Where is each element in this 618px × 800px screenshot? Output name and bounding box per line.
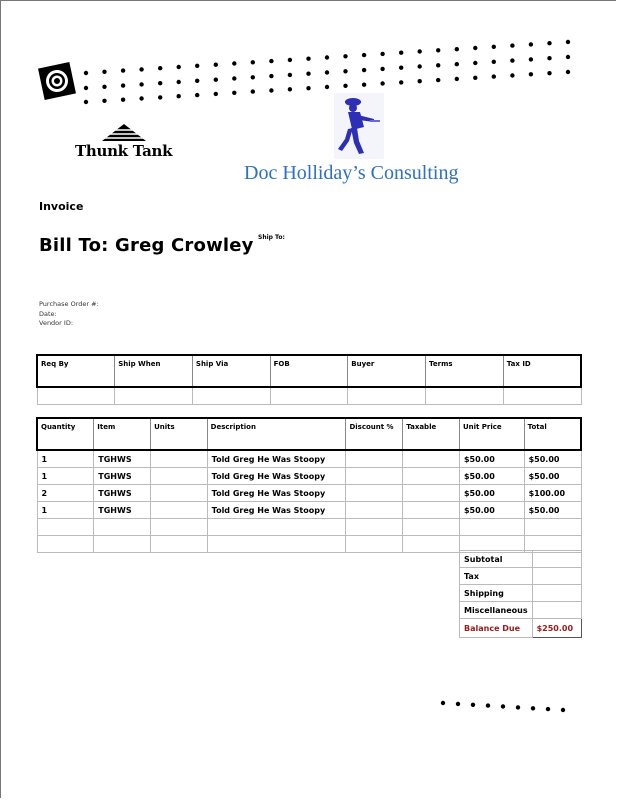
item-cell (94, 536, 151, 553)
discount-cell (346, 502, 403, 519)
col-ship-when: Ship When (115, 355, 193, 387)
quantity-cell: 1 (37, 450, 94, 468)
tax-label: Tax (460, 568, 533, 585)
col-req-by: Req By (37, 355, 115, 387)
taxable-cell (403, 502, 460, 519)
units-cell (151, 485, 208, 502)
description-cell: Told Greg He Was Stoopy (207, 468, 346, 485)
col-description: Description (207, 418, 346, 450)
line-items-table (36, 417, 582, 553)
summary-table (459, 550, 582, 638)
col-units: Units (151, 418, 208, 450)
quantity-cell: 2 (37, 485, 94, 502)
taxable-cell (403, 485, 460, 502)
subtotal-value (532, 551, 581, 568)
table-row (37, 450, 581, 468)
balance-due-label: Balance Due (460, 619, 533, 638)
terms-cell (426, 387, 504, 405)
bill-to: Bill To: Greg Crowley (39, 235, 254, 256)
quantity-cell (37, 536, 94, 553)
col-quantity: Quantity (37, 418, 94, 450)
unit-price-cell: $50.00 (459, 450, 524, 468)
table-row (37, 519, 581, 536)
total-cell: $50.00 (524, 502, 581, 519)
col-discount: Discount % (346, 418, 403, 450)
description-cell: Told Greg He Was Stoopy (207, 485, 346, 502)
company-name: Doc Holliday’s Consulting (244, 162, 459, 184)
shipping-value (532, 585, 581, 602)
ship-when-cell (115, 387, 193, 405)
discount-cell (346, 536, 403, 553)
figure-photo (334, 93, 384, 159)
units-cell (151, 502, 208, 519)
unit-price-cell (459, 519, 524, 536)
col-tax-id: Tax ID (503, 355, 581, 387)
total-cell: $100.00 (524, 485, 581, 502)
shipping-label: Shipping (460, 585, 533, 602)
quantity-cell (37, 519, 94, 536)
description-cell (207, 536, 346, 553)
ship-via-cell (192, 387, 270, 405)
total-cell: $50.00 (524, 468, 581, 485)
target-icon (38, 62, 76, 100)
document-type: Invoice (39, 200, 84, 213)
discount-cell (346, 485, 403, 502)
units-cell (151, 536, 208, 553)
table-row (37, 502, 581, 519)
item-cell: TGHWS (94, 485, 151, 502)
taxable-cell (403, 450, 460, 468)
line-items-header (37, 418, 581, 450)
discount-cell (346, 468, 403, 485)
misc-value (532, 602, 581, 619)
taxable-cell (403, 536, 460, 553)
misc-label: Miscellaneous (460, 602, 533, 619)
units-cell (151, 450, 208, 468)
req-by-cell (37, 387, 115, 405)
col-ship-via: Ship Via (192, 355, 270, 387)
units-cell (151, 468, 208, 485)
col-taxable: Taxable (403, 418, 460, 450)
col-terms: Terms (426, 355, 504, 387)
order-info-row (37, 387, 581, 405)
quantity-cell: 1 (37, 502, 94, 519)
thunk-tank-logo-text: Thunk Tank (75, 142, 173, 160)
total-cell (524, 519, 581, 536)
col-buyer: Buyer (348, 355, 426, 387)
ship-to-label: Ship To: (258, 234, 285, 241)
table-row (37, 468, 581, 485)
item-cell (94, 519, 151, 536)
col-unit-price: Unit Price (459, 418, 524, 450)
date-label: Date: (39, 309, 57, 318)
item-cell: TGHWS (94, 468, 151, 485)
taxable-cell (403, 468, 460, 485)
col-item: Item (94, 418, 151, 450)
tax-id-cell (503, 387, 581, 405)
table-row (37, 485, 581, 502)
tax-value (532, 568, 581, 585)
item-cell: TGHWS (94, 502, 151, 519)
invoice-meta (39, 300, 99, 329)
tax-row (460, 568, 582, 585)
discount-cell (346, 519, 403, 536)
total-cell: $50.00 (524, 450, 581, 468)
unit-price-cell: $50.00 (459, 468, 524, 485)
shipping-row (460, 585, 582, 602)
col-fob: FOB (270, 355, 348, 387)
subtotal-row (460, 551, 582, 568)
col-total: Total (524, 418, 581, 450)
balance-due-value: $250.00 (532, 619, 581, 638)
misc-row (460, 602, 582, 619)
unit-price-cell: $50.00 (459, 485, 524, 502)
item-cell: TGHWS (94, 450, 151, 468)
vendor-id-label: Vendor ID: (39, 319, 74, 327)
unit-price-cell: $50.00 (459, 502, 524, 519)
units-cell (151, 519, 208, 536)
discount-cell (346, 450, 403, 468)
order-info-header (37, 355, 581, 387)
taxable-cell (403, 519, 460, 536)
quantity-cell: 1 (37, 468, 94, 485)
description-cell: Told Greg He Was Stoopy (207, 502, 346, 519)
description-cell: Told Greg He Was Stoopy (207, 450, 346, 468)
buyer-cell (348, 387, 426, 405)
purchase-order-label: Purchase Order #: (39, 300, 99, 308)
description-cell (207, 519, 346, 536)
fob-cell (270, 387, 348, 405)
order-info-table (36, 354, 582, 405)
balance-due-row (460, 619, 582, 638)
subtotal-label: Subtotal (460, 551, 533, 568)
